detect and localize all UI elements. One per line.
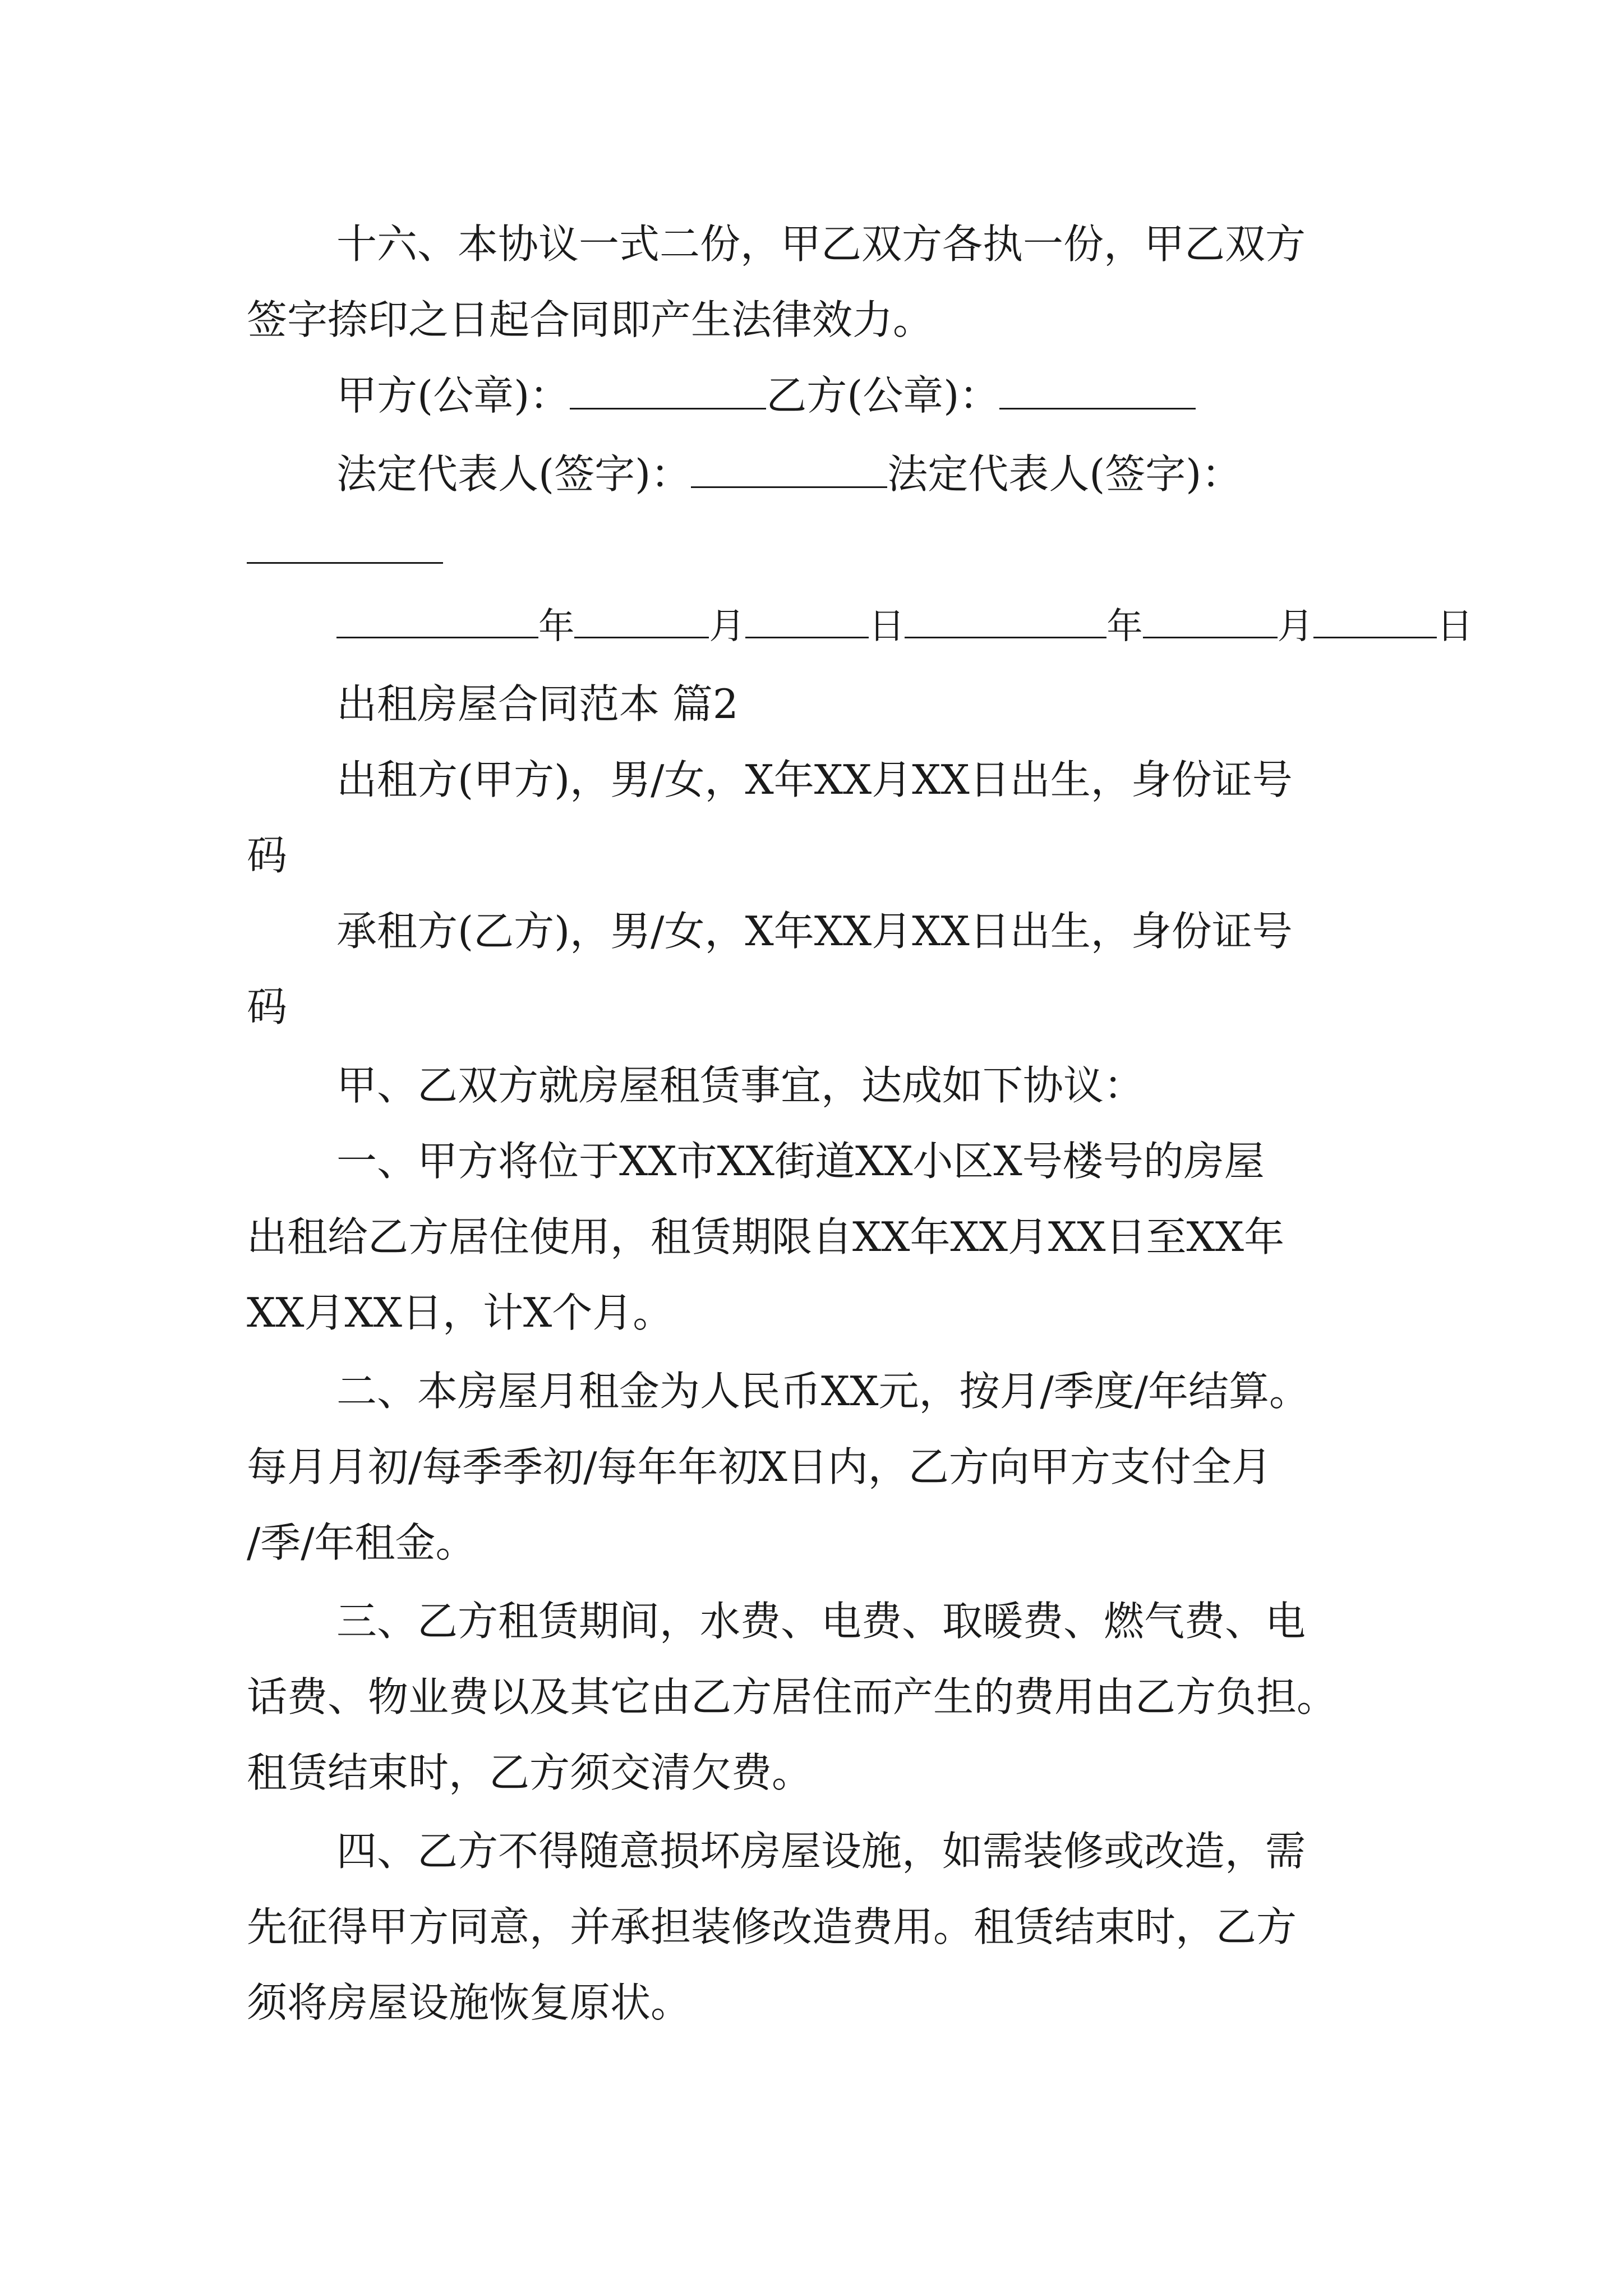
legal-rep-a-label: 法定代表人(签字)： xyxy=(336,450,691,498)
legal-rep-blank-line xyxy=(247,522,443,578)
section-title: 出租房屋合同范本 篇2 xyxy=(336,680,739,728)
paragraph-line: 三、乙方租赁期间，水费、电费、取暖费、燃气费、电 xyxy=(336,1598,1306,1645)
paragraph-line: 须将房屋设施恢复原状。 xyxy=(247,1979,691,2026)
date-blank xyxy=(905,597,1106,638)
paragraph-line: 甲、乙双方就房屋租赁事宜，达成如下协议： xyxy=(336,1062,1145,1109)
paragraph-line: 租赁结束时，乙方须交清欠费。 xyxy=(247,1749,813,1796)
year-label: 年 xyxy=(538,605,575,647)
date-blank xyxy=(745,597,869,638)
signature-seal-line xyxy=(336,367,1196,424)
paragraph-line: 十六、本协议一式二份，甲乙双方各执一份，甲乙双方 xyxy=(336,220,1306,268)
date-blank xyxy=(336,597,538,638)
paragraph-line: /季/年租金。 xyxy=(247,1519,476,1566)
paragraph-line: 码 xyxy=(247,983,288,1030)
month-label: 月 xyxy=(709,605,745,647)
paragraph-line: 出租给乙方居住使用，租赁期限自XX年XX月XX日至XX年 xyxy=(247,1213,1285,1260)
date-blank xyxy=(1313,597,1437,638)
date-blank xyxy=(1143,597,1278,638)
paragraph-line: XX月XX日，计X个月。 xyxy=(247,1289,674,1336)
paragraph-line: 承租方(乙方)，男/女，X年XX月XX日出生，身份证号 xyxy=(336,908,1293,955)
legal-rep-b-label: 法定代表人(签字)： xyxy=(887,450,1242,498)
signature-blank xyxy=(570,369,766,409)
party-a-seal-label: 甲方(公章)： xyxy=(336,372,570,419)
paragraph-line: 出租方(甲方)，男/女，X年XX月XX日出生，身份证号 xyxy=(336,756,1293,803)
date-line xyxy=(336,597,1473,655)
month-label: 月 xyxy=(1277,605,1314,647)
paragraph-line: 先征得甲方同意，并承担装修改造费用。租赁结束时，乙方 xyxy=(247,1903,1297,1950)
day-label: 日 xyxy=(868,605,905,647)
paragraph-line: 签字捺印之日起合同即产生法律效力。 xyxy=(247,296,934,343)
party-b-seal-label: 乙方(公章)： xyxy=(766,372,1000,419)
signature-blank xyxy=(691,447,887,488)
paragraph-line: 话费、物业费以及其它由乙方居住而产生的费用由乙方负担。 xyxy=(247,1673,1338,1720)
paragraph-line: 一、甲方将位于XX市XX街道XX小区X号楼号的房屋 xyxy=(336,1138,1265,1185)
paragraph-line: 码 xyxy=(247,832,288,879)
legal-rep-line xyxy=(336,446,1242,502)
signature-blank xyxy=(999,369,1196,409)
paragraph-line: 四、乙方不得随意损坏房屋设施，如需装修或改造，需 xyxy=(336,1828,1306,1875)
paragraph-line: 每月月初/每季季初/每年年初X日内，乙方向甲方支付全月 xyxy=(247,1443,1272,1490)
paragraph-line: 二、本房屋月租金为人民币XX元，按月/季度/年结算。 xyxy=(336,1368,1310,1415)
signature-blank xyxy=(247,523,443,564)
day-label: 日 xyxy=(1437,605,1473,647)
date-blank xyxy=(574,597,709,638)
year-label: 年 xyxy=(1106,605,1143,647)
